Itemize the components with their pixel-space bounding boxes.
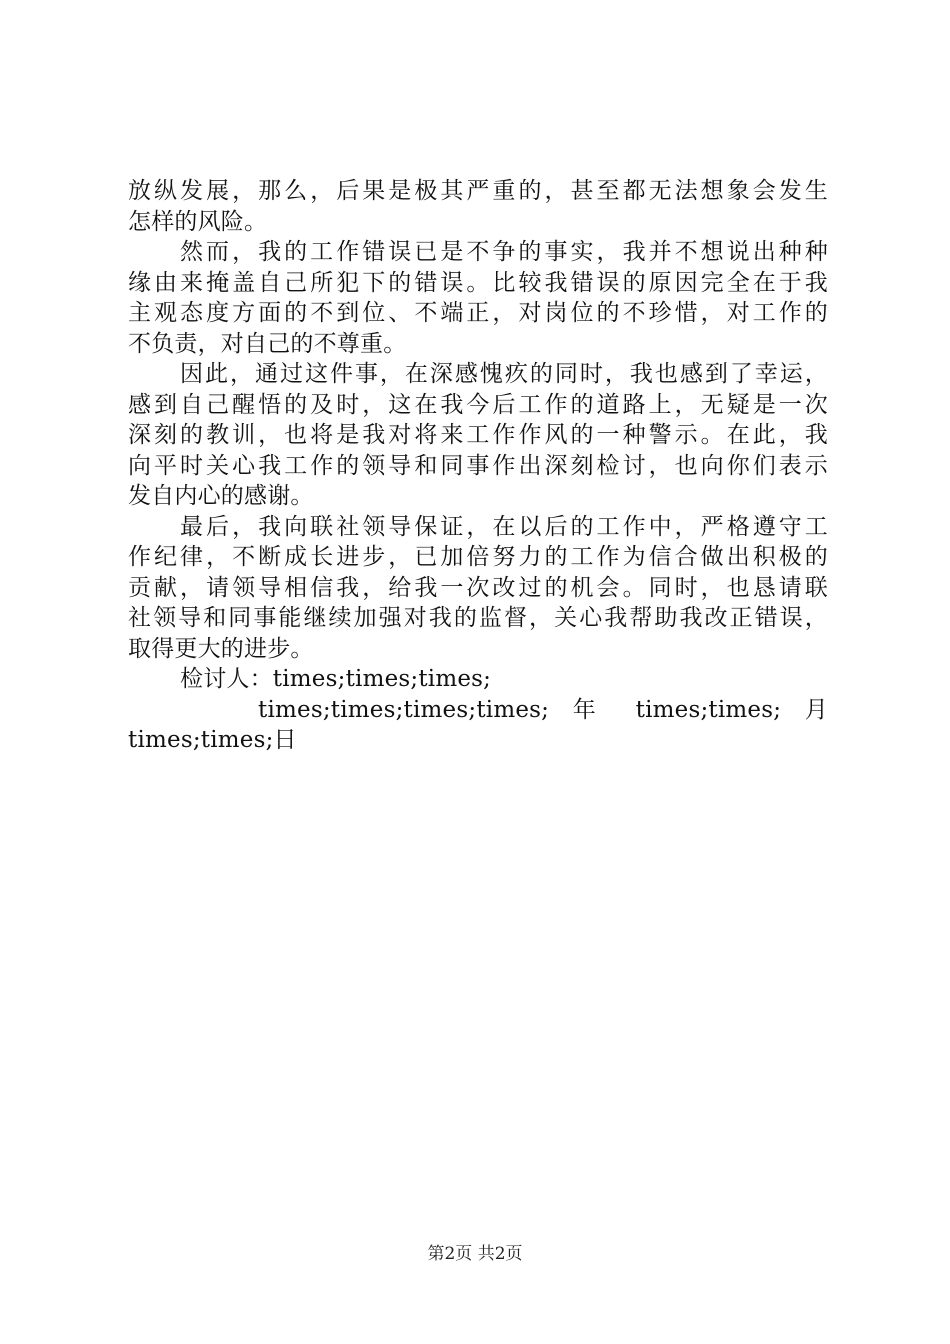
page-footer: 第2页 共2页 (427, 1244, 523, 1264)
text-line: 放纵发展，那么，后果是极其严重的，甚至都无法想象会发生 (128, 178, 828, 204)
text-line: 向平时关心我工作的领导和同事作出深刻检讨，也向你们表示 (128, 452, 828, 479)
text-line: 作纪律，不断成长进步，已加倍努力的工作为信合做出积极的 (128, 544, 828, 570)
date-tail: times;times;日 (128, 727, 297, 753)
paragraph-4 (128, 512, 828, 665)
text-line: 主观态度方面的不到位、不端正，对岗位的不珍惜，对工作的 (128, 300, 828, 326)
text-line: 不负责，对自己的不尊重。 (128, 330, 407, 357)
text-line: 取得更大的进步。 (128, 635, 314, 662)
text-line: 然而，我的工作错误已是不争的事实，我并不想说出种种 (180, 239, 828, 265)
text-line: 感到自己醒悟的及时，这在我今后工作的道路上，无疑是一次 (128, 391, 828, 418)
text-line: 深刻的教训，也将是我对将来工作作风的一种警示。在此，我 (128, 422, 828, 448)
signature-line: 检讨人：times;times;times; (180, 666, 492, 692)
text-line: 贡献，请领导相信我，给我一次改过的机会。同时，也恳请联 (128, 574, 828, 601)
document-body (128, 176, 828, 756)
text-line: 最后，我向联社领导保证，在以后的工作中，严格遵守工 (180, 513, 828, 540)
paragraph-3 (128, 359, 828, 512)
text-line: 缘由来掩盖自己所犯下的错误。比较我错误的原因完全在于我 (128, 269, 828, 296)
date-line: times;times;times;times; 年 times;times; 月 (258, 696, 828, 723)
text-line: 发自内心的感谢。 (128, 483, 314, 509)
text-line: 因此，通过这件事，在深感愧疚的同时，我也感到了幸运， (180, 361, 828, 387)
text-line: 社领导和同事能继续加强对我的监督，关心我帮助我改正错误， (128, 605, 828, 631)
paragraph-1 (128, 176, 828, 237)
text-line: 怎样的风险。 (128, 208, 268, 235)
paragraph-2 (128, 237, 828, 359)
